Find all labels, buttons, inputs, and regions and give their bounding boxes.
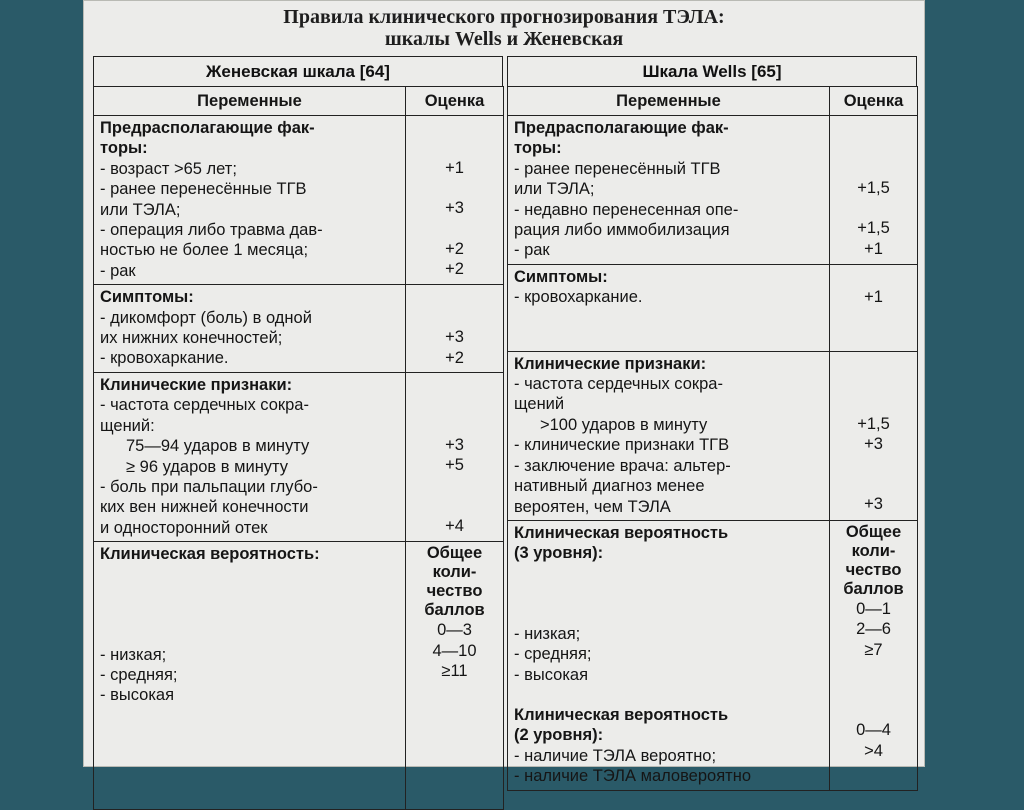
variable-line: рация либо иммобилизация bbox=[514, 221, 730, 240]
section-heading: Клиническая вероятность bbox=[514, 523, 729, 542]
variable-line: - боль при пальпации глубо- bbox=[100, 477, 318, 496]
variable-line: - возраст >65 лет; bbox=[100, 159, 237, 178]
variable-line: - кровохаркание. bbox=[100, 349, 229, 368]
variable-line: - ранее перенесённые ТГВ bbox=[100, 180, 307, 199]
total-points-header: коли- bbox=[851, 541, 896, 560]
score-value: +1,5 bbox=[857, 219, 890, 238]
section-heading: Клинические признаки: bbox=[100, 375, 293, 394]
variable-line: - заключение врача: альтер- bbox=[514, 456, 731, 475]
score-value: +2 bbox=[445, 239, 464, 258]
section-heading: торы: bbox=[100, 139, 148, 158]
score-value: +5 bbox=[445, 456, 464, 475]
score-value: +2 bbox=[445, 260, 464, 279]
wells-column-headers bbox=[508, 87, 918, 116]
variable-line: - наличие ТЭЛА маловероятно bbox=[514, 767, 751, 786]
variable-line: - ранее перенесённый ТГВ bbox=[514, 159, 721, 178]
wells-symptoms-variables bbox=[508, 264, 830, 351]
variable-line: >100 ударов в минуту bbox=[540, 415, 708, 434]
wells-section-symptoms bbox=[508, 264, 918, 351]
geneva-probability-variables bbox=[94, 542, 406, 810]
title-line-2: шкалы Wells и Женевская bbox=[384, 28, 624, 50]
geneva-section-clinical-signs bbox=[94, 372, 504, 541]
variable-line: - низкая; bbox=[100, 645, 167, 664]
document-title bbox=[83, 6, 925, 50]
geneva-table bbox=[93, 56, 503, 767]
wells-col-score: Оценка bbox=[830, 87, 918, 116]
section-heading: Клиническая вероятность bbox=[514, 705, 729, 724]
geneva-symptoms-scores bbox=[406, 285, 504, 373]
score-value: +1 bbox=[864, 287, 883, 306]
total-points-header: баллов bbox=[424, 601, 485, 620]
wells-section-predisposing bbox=[508, 116, 918, 265]
wells-scale-header: Шкала Wells [65] bbox=[507, 56, 917, 86]
score-value: 0—3 bbox=[437, 621, 472, 640]
wells-section-clinical-signs bbox=[508, 351, 918, 520]
variable-line: ких вен нижней конечности bbox=[100, 498, 309, 517]
variable-line: - рак bbox=[100, 261, 136, 280]
variable-line: ≥ 96 ударов в минуту bbox=[126, 457, 289, 476]
wells-symptoms-scores bbox=[830, 264, 918, 351]
geneva-clinical-variables bbox=[94, 372, 406, 541]
geneva-section-predisposing bbox=[94, 116, 504, 285]
score-value: +3 bbox=[445, 199, 464, 218]
variable-line: - высокая bbox=[514, 665, 589, 684]
score-value: 4—10 bbox=[432, 641, 477, 660]
variable-line: - частота сердечных сокра- bbox=[514, 375, 723, 394]
geneva-predisposing-variables bbox=[94, 116, 406, 285]
section-heading: Симптомы: bbox=[100, 288, 194, 307]
variable-line: - низкая; bbox=[514, 624, 581, 643]
geneva-symptoms-variables bbox=[94, 285, 406, 373]
section-heading: торы: bbox=[514, 139, 562, 158]
score-value: 0—4 bbox=[856, 721, 891, 740]
geneva-col-variables: Переменные bbox=[94, 87, 406, 116]
variable-line: вероятен, чем ТЭЛА bbox=[514, 497, 671, 516]
variable-line: и односторонний отек bbox=[100, 518, 268, 537]
score-value: ≥7 bbox=[864, 640, 883, 659]
section-heading: Предрасполагающие фак- bbox=[514, 119, 729, 137]
variable-line: - операция либо травма дав- bbox=[100, 221, 323, 240]
total-points-header: коли- bbox=[432, 563, 477, 582]
score-value: +3 bbox=[864, 435, 883, 454]
wells-section-probability bbox=[508, 520, 918, 790]
score-value: +1 bbox=[864, 239, 883, 258]
variable-line: - средняя; bbox=[514, 645, 592, 664]
total-points-header: Общее bbox=[845, 522, 902, 541]
score-value: +4 bbox=[445, 516, 464, 535]
variable-line: - кровохаркание. bbox=[514, 288, 643, 307]
geneva-scale-header: Женевская шкала [64] bbox=[93, 56, 503, 86]
wells-probability-variables bbox=[508, 520, 830, 790]
section-heading: Предрасполагающие фак- bbox=[100, 119, 315, 137]
score-value: +1,5 bbox=[857, 179, 890, 197]
wells-clinical-variables bbox=[508, 351, 830, 520]
score-value: +1 bbox=[445, 159, 464, 177]
variable-line: нативный диагноз менее bbox=[514, 477, 705, 496]
variable-line: ностью не более 1 месяца; bbox=[100, 241, 309, 260]
geneva-section-symptoms bbox=[94, 285, 504, 373]
geneva-section-probability bbox=[94, 542, 504, 810]
wells-score-table bbox=[507, 86, 918, 791]
total-points-header: чество bbox=[426, 582, 483, 601]
score-value: +3 bbox=[445, 328, 464, 347]
variable-line: - рак bbox=[514, 241, 550, 260]
variable-line: - дикомфорт (боль) в одной bbox=[100, 308, 312, 327]
variable-line: - частота сердечных сокра- bbox=[100, 396, 309, 415]
wells-clinical-scores bbox=[830, 351, 918, 520]
score-value: +3 bbox=[864, 495, 883, 514]
wells-table bbox=[507, 56, 917, 786]
score-value: +1,5 bbox=[857, 414, 890, 433]
geneva-column-headers bbox=[94, 87, 504, 116]
variable-line: - наличие ТЭЛА вероятно; bbox=[514, 746, 717, 765]
wells-predisposing-scores bbox=[830, 116, 918, 265]
variable-line: - недавно перенесенная опе- bbox=[514, 200, 739, 219]
score-value: >4 bbox=[864, 741, 883, 760]
title-line-1: Правила клинического прогнозирования ТЭЛА: bbox=[283, 6, 725, 28]
geneva-clinical-scores bbox=[406, 372, 504, 541]
total-points-header: Общее bbox=[426, 544, 483, 563]
section-heading: Клинические признаки: bbox=[514, 354, 707, 373]
variable-line: 75—94 ударов в минуту bbox=[126, 437, 310, 456]
geneva-probability-scores bbox=[406, 542, 504, 810]
wells-probability-scores bbox=[830, 520, 918, 790]
variable-line: их нижних конечностей; bbox=[100, 329, 283, 348]
variable-line: или ТЭЛА; bbox=[100, 200, 181, 219]
section-heading: (2 уровня): bbox=[514, 726, 604, 745]
document-page bbox=[83, 0, 925, 786]
geneva-predisposing-scores bbox=[406, 116, 504, 285]
score-value: 2—6 bbox=[856, 620, 891, 639]
geneva-col-score: Оценка bbox=[406, 87, 504, 116]
section-heading: Симптомы: bbox=[514, 267, 608, 286]
total-points-header: баллов bbox=[843, 579, 904, 598]
wells-predisposing-variables bbox=[508, 116, 830, 265]
variable-line: - средняя; bbox=[100, 665, 178, 684]
geneva-score-table bbox=[93, 86, 504, 810]
section-heading: Клиническая вероятность: bbox=[100, 545, 320, 564]
total-points-header: чество bbox=[845, 560, 902, 579]
section-heading: (3 уровня): bbox=[514, 544, 604, 563]
score-value: 0—1 bbox=[856, 599, 891, 618]
variable-line: щений bbox=[514, 395, 565, 414]
variable-line: - клинические признаки ТГВ bbox=[514, 436, 730, 455]
variable-line: или ТЭЛА; bbox=[514, 180, 595, 199]
variable-line: - высокая bbox=[100, 686, 175, 705]
score-value: ≥11 bbox=[441, 661, 468, 680]
wells-col-variables: Переменные bbox=[508, 87, 830, 116]
score-value: +2 bbox=[445, 348, 464, 367]
score-value: +3 bbox=[445, 435, 464, 454]
variable-line: щений: bbox=[100, 416, 155, 435]
